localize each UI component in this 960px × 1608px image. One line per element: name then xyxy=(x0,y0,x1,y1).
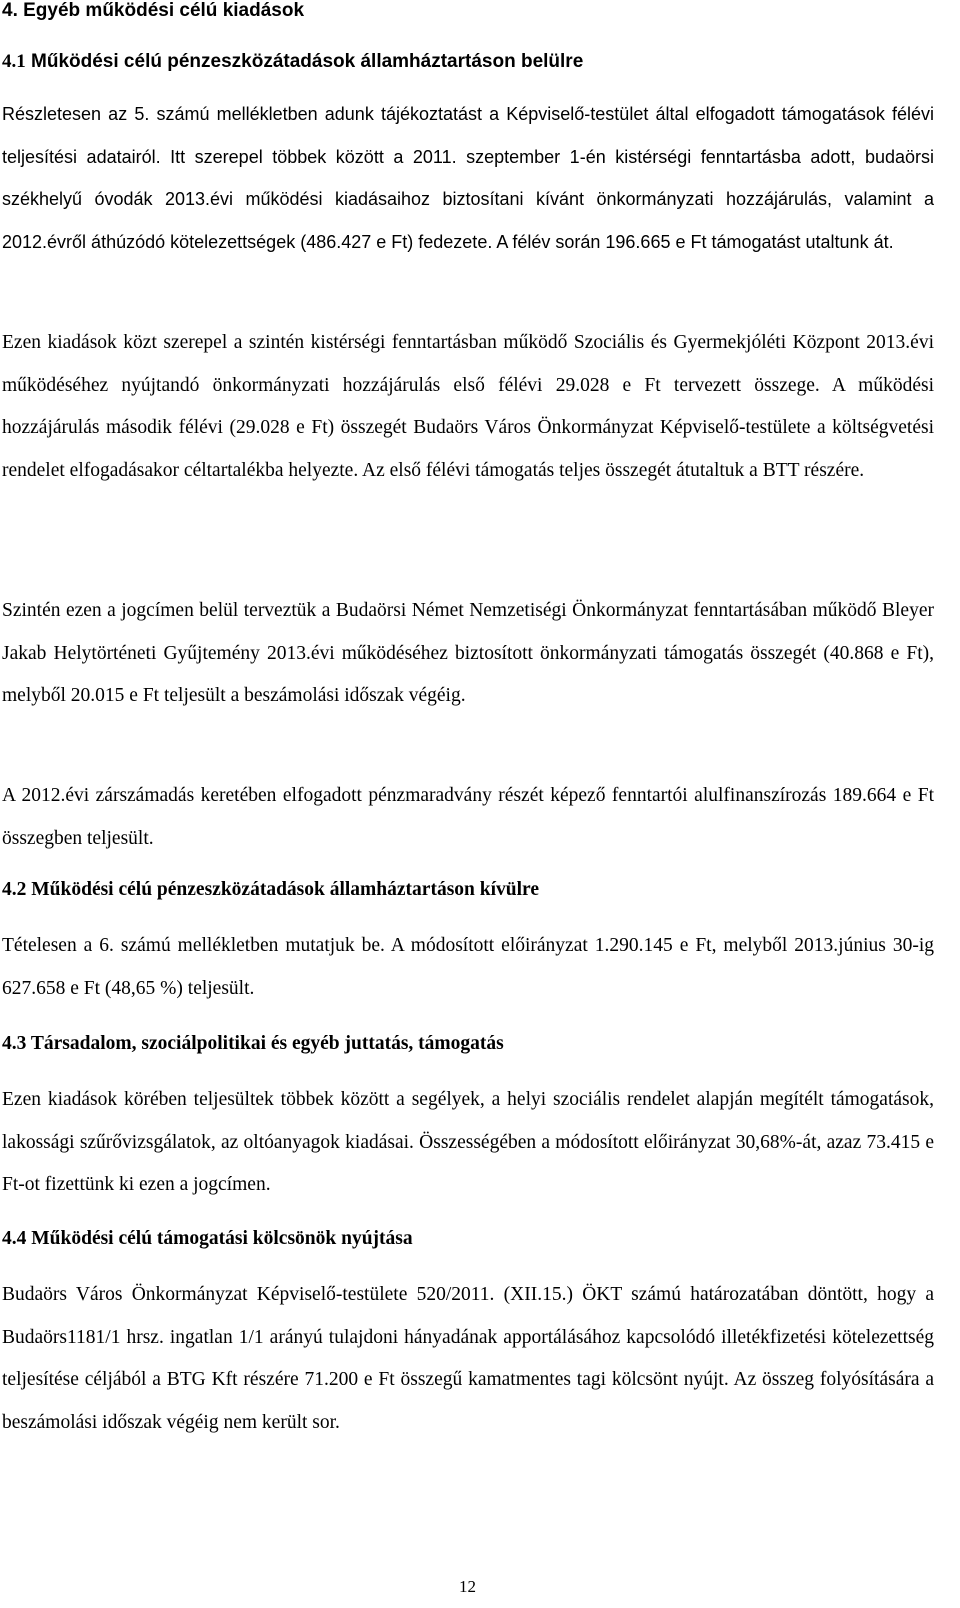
section-4-3-heading: 4.3 Társadalom, szociálpolitikai és egyéb juttatás, támogatás xyxy=(2,1033,504,1054)
page-number: 12 xyxy=(459,1577,476,1596)
section-4-2-paragraph: Tételesen a 6. számú mellékletben mutatjuk be. A módosított előirányzat 1.290.145 e Ft, melyből 2013.június 30-ig 627.658 e Ft (48,65 %) teljesült. xyxy=(2,935,934,999)
section-4-4-heading: 4.4 Működési célú támogatási kölcsönök nyújtása xyxy=(2,1228,413,1249)
section-4-4-paragraph: Budaörs Város Önkormányzat Képviselő-testülete 520/2011. (XII.15.) ÖKT számú határozatában döntött, hogy a Budaörs1181/1 hrsz. ingatlan 1/1 arányú tulajdoni hányadának apportálásához kapcsolódó illetékfizetési kötelezettség teljesítése céljából a BTG Kft részére 71.200 e Ft összegű kamatmentes tagi kölcsönt nyújt. Az összeg folyósítására a beszámolási időszak végéig nem került sor. xyxy=(2,1284,934,1433)
section-4-3-paragraph: Ezen kiadások körében teljesültek többek között a segélyek, a helyi szociális rendelet alapján megítélt támogatások, lakossági szűrővizsgálatok, az oltóanyagok kiadásai. Összességében a módosított előirányzat 30,68%-át, azaz 73.415 e Ft-ot fizettünk ki ezen a jogcímen. xyxy=(2,1089,934,1196)
section-4-2-heading: 4.2 Működési célú pénzeszközátadások államháztartáson kívülre xyxy=(2,879,539,900)
section-4-1-paragraph-4: A 2012.évi zárszámadás keretében elfogadott pénzmaradvány részét képező fenntartói alulfinanszírozás 189.664 e Ft összegben teljesült. xyxy=(2,785,934,849)
section-4-1-paragraph-1: Részletesen az 5. számú mellékletben adunk tájékoztatást a Képviselő-testület által elfogadott támogatások félévi teljesítési adatairól. Itt szerepel többek között a 2011. szeptember 1-én kistérségi fenntartásba adott, budaörsi székhelyű óvodák 2013.évi működési kiadásaihoz biztosítani kívánt önkormányzati hozzájárulás, valamint a 2012.évről áthúzódó kötelezettségek (486.427 e Ft) fedezete. A félév során 196.665 e Ft támogatást utaltunk át. xyxy=(2,104,934,252)
section-4-1-title: Működési célú pénzeszközátadások államháztartáson belülre xyxy=(31,51,584,72)
main-heading: 4. Egyéb működési célú kiadások xyxy=(2,0,305,21)
section-4-1-number: 4.1 xyxy=(2,51,26,72)
section-4-1-heading xyxy=(2,51,583,73)
section-4-1-paragraph-3: Szintén ezen a jogcímen belül terveztük a Budaörsi Német Nemzetiségi Önkormányzat fenntartásában működő Bleyer Jakab Helytörténeti Gyűjtemény 2013.évi működéséhez biztosított önkormányzati támogatás összegét (40.868 e Ft), melyből 20.015 e Ft teljesült a beszámolási időszak végéig. xyxy=(2,600,934,707)
section-4-1-paragraph-2: Ezen kiadások közt szerepel a szintén kistérségi fenntartásban működő Szociális és Gyermekjóléti Központ 2013.évi működéséhez nyújtandó önkormányzati hozzájárulás első félévi 29.028 e Ft tervezett összege. A működési hozzájárulás második félévi (29.028 e Ft) összegét Budaörs Város Önkormányzat Képviselő-testülete a költségvetési rendelet elfogadásakor céltartalékba helyezte. Az első félévi támogatás teljes összegét átutaltuk a BTT részére. xyxy=(2,332,934,481)
